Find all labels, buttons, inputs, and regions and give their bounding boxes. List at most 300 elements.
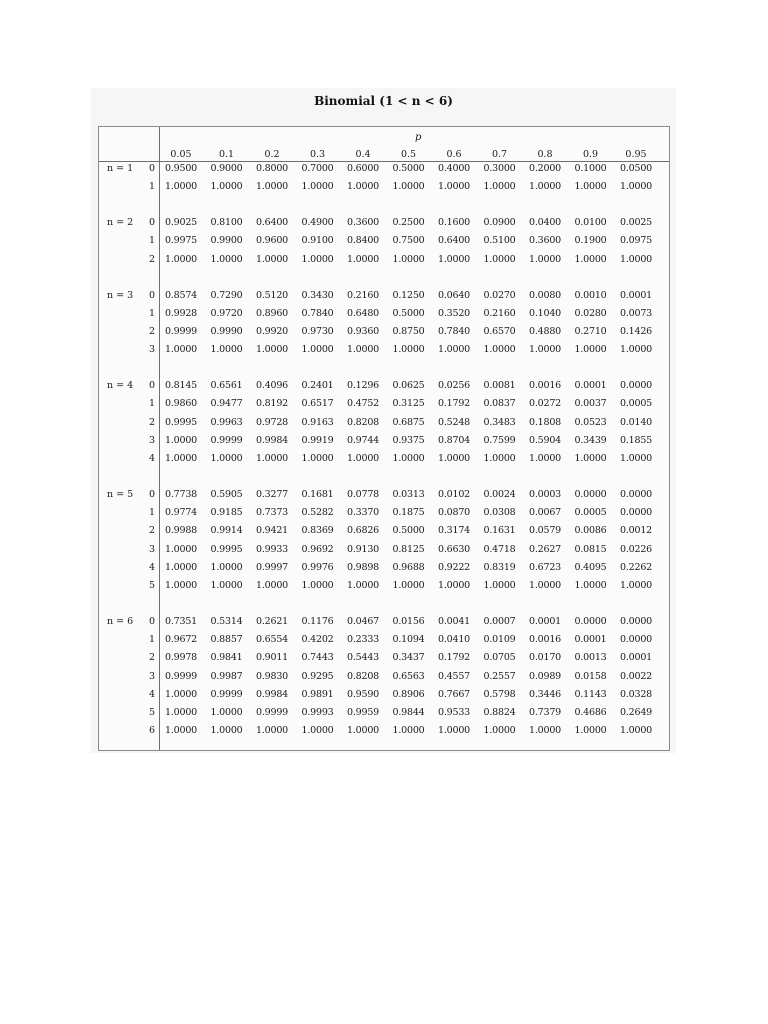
table-cell: 1.0000 <box>619 725 653 737</box>
table-cell: 0.0313 <box>392 489 425 500</box>
table-cell: 0.1176 <box>301 616 334 627</box>
table-cell: 0.2621 <box>255 616 289 627</box>
table-cell: 0.9999 <box>164 326 198 337</box>
table-cell: 1.0000 <box>255 181 289 193</box>
table-cell: 0.9978 <box>164 652 198 664</box>
table-cell: 0.3600 <box>346 217 380 229</box>
table-cell: 0.7443 <box>301 652 334 664</box>
table-cell: 1.0000 <box>528 181 562 193</box>
table-cell: 0.5314 <box>210 616 243 627</box>
table-cell: 0.5120 <box>255 289 289 301</box>
table-cell: 0.9744 <box>346 434 380 446</box>
table-cell: 0.0226 <box>619 543 653 555</box>
table-cell: 0.1900 <box>574 235 607 247</box>
table-cell: 0.0001 <box>619 652 653 664</box>
row-k-label: 4 <box>148 453 156 464</box>
p-symbol: p <box>415 132 422 143</box>
table-cell: 0.6480 <box>346 307 380 319</box>
table-cell: 0.4752 <box>346 398 380 410</box>
table-cell: 0.0025 <box>619 217 653 229</box>
table-cell: 0.6400 <box>255 217 289 229</box>
table-cell: 0.0016 <box>528 634 562 646</box>
table-cell: 0.5000 <box>392 163 425 174</box>
table-cell: 0.5443 <box>346 652 380 664</box>
table-cell: 0.6400 <box>437 235 471 247</box>
table-cell: 0.2557 <box>483 670 516 682</box>
row-k-label: 1 <box>148 181 156 193</box>
table-cell: 0.1808 <box>528 416 562 428</box>
table-cell: 0.9477 <box>210 398 243 410</box>
table-cell: 0.9995 <box>210 543 243 555</box>
table-cell: 0.9988 <box>164 525 198 537</box>
table-cell: 0.2401 <box>301 380 334 392</box>
table-cell: 0.9860 <box>164 398 198 410</box>
table-cell: 0.9533 <box>437 707 471 718</box>
table-cell: 0.7351 <box>164 616 198 627</box>
row-k-label: 2 <box>148 253 156 265</box>
table-cell: 0.9163 <box>301 416 334 428</box>
table-cell: 0.7379 <box>528 707 562 718</box>
row-k-label: 6 <box>148 725 156 737</box>
table-cell: 0.5100 <box>483 235 516 247</box>
table-cell: 0.0640 <box>437 289 471 301</box>
row-k-label: 4 <box>148 561 156 573</box>
table-cell: 0.9000 <box>210 163 243 174</box>
table-cell: 0.8369 <box>301 525 334 537</box>
table-cell: 0.3174 <box>437 525 471 537</box>
table-cell: 0.5798 <box>483 688 516 700</box>
table-cell: 0.0007 <box>483 616 516 627</box>
table-cell: 1.0000 <box>210 253 243 265</box>
table-cell: 1.0000 <box>210 580 243 591</box>
table-cell: 0.0005 <box>619 398 653 410</box>
table-cell: 1.0000 <box>346 344 380 356</box>
table-cell: 0.1040 <box>528 307 562 319</box>
table-cell: 1.0000 <box>164 561 198 573</box>
table-cell: 0.0081 <box>483 380 516 392</box>
table-cell: 0.0778 <box>346 489 380 500</box>
table-cell: 0.9730 <box>301 326 334 337</box>
table-cell: 0.4000 <box>437 163 471 174</box>
table-cell: 0.4095 <box>574 561 607 573</box>
table-cell: 0.0109 <box>483 634 516 646</box>
table-cell: 1.0000 <box>619 580 653 591</box>
group-n-label: n = 3 <box>107 289 134 301</box>
table-cell: 0.8100 <box>210 217 243 229</box>
group-n-label: n = 1 <box>107 163 134 174</box>
table-cell: 0.0000 <box>574 489 607 500</box>
row-k-label: 0 <box>148 163 156 174</box>
table-cell: 1.0000 <box>346 725 380 737</box>
table-cell: 0.8750 <box>392 326 425 337</box>
table-cell: 1.0000 <box>483 181 516 193</box>
table-cell: 1.0000 <box>164 543 198 555</box>
table-cell: 0.4557 <box>437 670 471 682</box>
table-cell: 0.3437 <box>392 652 425 664</box>
table-cell: 1.0000 <box>301 580 334 591</box>
table-cell: 0.4202 <box>301 634 334 646</box>
table-cell: 0.8400 <box>346 235 380 247</box>
p-header-cell: 0.95 <box>625 149 647 160</box>
table-cell: 0.7599 <box>483 434 516 446</box>
table-cell: 0.1296 <box>346 380 380 392</box>
table-cell: 0.8192 <box>255 398 289 410</box>
table-cell: 0.3125 <box>392 398 425 410</box>
table-cell: 0.9130 <box>346 543 380 555</box>
table-cell: 0.0100 <box>574 217 607 229</box>
table-cell: 0.9919 <box>301 434 334 446</box>
table-cell: 0.8704 <box>437 434 471 446</box>
table-cell: 0.0080 <box>528 289 562 301</box>
p-header-cell: 0.3 <box>309 149 326 160</box>
table-cell: 0.9975 <box>164 235 198 247</box>
p-header-cell: 0.05 <box>170 149 192 160</box>
table-cell: 0.8145 <box>164 380 198 392</box>
row-k-label: 5 <box>148 707 156 718</box>
table-cell: 1.0000 <box>392 344 425 356</box>
table-cell: 0.0067 <box>528 507 562 519</box>
table-cell: 0.2333 <box>346 634 380 646</box>
table-cell: 0.0000 <box>574 616 607 627</box>
table-cell: 0.0579 <box>528 525 562 537</box>
table-cell: 0.0010 <box>574 289 607 301</box>
table-cell: 1.0000 <box>483 580 516 591</box>
row-k-label: 0 <box>148 217 156 229</box>
table-cell: 1.0000 <box>392 181 425 193</box>
row-k-label: 4 <box>148 688 156 700</box>
table-cell: 1.0000 <box>346 453 380 464</box>
binomial-table <box>98 126 670 751</box>
table-cell: 0.3370 <box>346 507 380 519</box>
table-cell: 0.0410 <box>437 634 471 646</box>
row-k-label: 2 <box>148 326 156 337</box>
table-cell: 0.5904 <box>528 434 562 446</box>
table-cell: 1.0000 <box>255 725 289 737</box>
table-cell: 1.0000 <box>619 253 653 265</box>
p-header-cell: 0.4 <box>355 149 371 160</box>
table-cell: 0.8000 <box>255 163 289 174</box>
table-cell: 0.6561 <box>210 380 243 392</box>
table-cell: 0.6517 <box>301 398 334 410</box>
table-cell: 0.9600 <box>255 235 289 247</box>
table-cell: 0.0270 <box>483 289 516 301</box>
table-cell: 0.7738 <box>164 489 198 500</box>
table-cell: 0.3277 <box>255 489 289 500</box>
table-cell: 0.0467 <box>346 616 380 627</box>
row-k-label: 1 <box>148 235 156 247</box>
table-cell: 1.0000 <box>164 453 198 464</box>
table-cell: 1.0000 <box>392 453 425 464</box>
table-cell: 1.0000 <box>164 580 198 591</box>
table-cell: 0.0005 <box>574 507 607 519</box>
row-k-label: 2 <box>148 652 156 664</box>
row-k-label: 3 <box>148 434 156 446</box>
row-k-label: 0 <box>148 616 156 627</box>
table-cell: 1.0000 <box>483 253 516 265</box>
table-cell: 0.9984 <box>255 434 289 446</box>
table-cell: 1.0000 <box>346 181 380 193</box>
group-n-label: n = 6 <box>107 616 134 627</box>
table-cell: 0.9928 <box>164 307 198 319</box>
table-cell: 0.9990 <box>210 326 243 337</box>
table-cell: 0.1855 <box>619 434 653 446</box>
table-cell: 0.9933 <box>255 543 289 555</box>
table-cell: 0.9100 <box>301 235 334 247</box>
table-cell: 1.0000 <box>255 580 289 591</box>
table-cell: 0.8857 <box>210 634 243 646</box>
row-k-label: 3 <box>148 670 156 682</box>
table-cell: 0.7290 <box>210 289 243 301</box>
table-cell: 0.3000 <box>483 163 516 174</box>
table-cell: 0.6630 <box>437 543 471 555</box>
table-sheet <box>91 88 676 753</box>
table-cell: 0.7840 <box>301 307 334 319</box>
table-cell: 0.6875 <box>392 416 425 428</box>
table-cell: 1.0000 <box>164 181 198 193</box>
table-cell: 0.0000 <box>619 616 653 627</box>
table-cell: 0.0280 <box>574 307 607 319</box>
table-cell: 0.9976 <box>301 561 334 573</box>
table-cell: 0.3520 <box>437 307 471 319</box>
table-cell: 0.8824 <box>483 707 516 718</box>
table-cell: 0.2160 <box>346 289 380 301</box>
table-cell: 0.0013 <box>574 652 607 664</box>
table-cell: 0.0102 <box>437 489 471 500</box>
table-cell: 0.1000 <box>574 163 607 174</box>
table-cell: 0.7500 <box>392 235 425 247</box>
table-cell: 1.0000 <box>437 181 471 193</box>
table-cell: 0.6826 <box>346 525 380 537</box>
row-k-label: 2 <box>148 416 156 428</box>
table-cell: 1.0000 <box>574 253 607 265</box>
table-cell: 0.9999 <box>255 707 289 718</box>
table-cell: 0.1143 <box>574 688 607 700</box>
table-cell: 0.0975 <box>619 235 653 247</box>
table-cell: 1.0000 <box>255 453 289 464</box>
table-cell: 0.0156 <box>392 616 425 627</box>
table-cell: 1.0000 <box>483 453 516 464</box>
table-cell: 0.7667 <box>437 688 471 700</box>
table-cell: 0.4718 <box>483 543 516 555</box>
table-cell: 0.5905 <box>210 489 243 500</box>
table-cell: 0.7000 <box>301 163 334 174</box>
table-cell: 0.8319 <box>483 561 516 573</box>
table-cell: 0.1426 <box>619 326 653 337</box>
table-cell: 0.1681 <box>301 489 334 500</box>
table-cell: 1.0000 <box>483 725 516 737</box>
table-cell: 0.0000 <box>619 380 653 392</box>
table-cell: 0.8208 <box>346 416 380 428</box>
row-k-label: 3 <box>148 344 156 356</box>
table-cell: 0.2710 <box>574 326 607 337</box>
table-cell: 0.6000 <box>346 163 380 174</box>
table-title: Binomial (1 < n < 6) <box>314 94 453 108</box>
table-cell: 0.4096 <box>255 380 289 392</box>
group-n-label: n = 2 <box>107 217 134 229</box>
table-cell: 1.0000 <box>301 253 334 265</box>
table-cell: 0.3446 <box>528 688 562 700</box>
table-cell: 0.2000 <box>528 163 562 174</box>
table-cell: 1.0000 <box>528 253 562 265</box>
table-cell: 0.5282 <box>301 507 334 519</box>
table-cell: 0.0073 <box>619 307 653 319</box>
table-cell: 0.1792 <box>437 398 471 410</box>
table-cell: 1.0000 <box>346 580 380 591</box>
p-header-cell: 0.1 <box>218 149 235 160</box>
table-cell: 0.8208 <box>346 670 380 682</box>
table-cell: 1.0000 <box>301 344 334 356</box>
table-cell: 1.0000 <box>619 453 653 464</box>
table-cell: 1.0000 <box>301 725 334 737</box>
table-cell: 0.9900 <box>210 235 243 247</box>
p-header-cell: 0.6 <box>446 149 462 160</box>
table-cell: 0.0272 <box>528 398 562 410</box>
table-cell: 0.9920 <box>255 326 289 337</box>
table-cell: 0.9728 <box>255 416 289 428</box>
table-cell: 0.0837 <box>483 398 516 410</box>
table-cell: 1.0000 <box>301 181 334 193</box>
table-cell: 0.8125 <box>392 543 425 555</box>
table-cell: 0.0001 <box>619 289 653 301</box>
table-cell: 0.8574 <box>164 289 198 301</box>
table-cell: 0.0705 <box>483 652 516 664</box>
table-cell: 1.0000 <box>528 580 562 591</box>
table-cell: 0.0001 <box>528 616 562 627</box>
table-cell: 0.9987 <box>210 670 243 682</box>
table-cell: 0.6563 <box>392 670 425 682</box>
table-cell: 1.0000 <box>437 344 471 356</box>
p-header-cell: 0.9 <box>582 149 599 160</box>
table-cell: 0.0086 <box>574 525 607 537</box>
table-cell: 0.0001 <box>574 380 607 392</box>
table-cell: 0.9185 <box>210 507 243 519</box>
table-cell: 0.9830 <box>255 670 289 682</box>
table-cell: 0.0001 <box>574 634 607 646</box>
table-cell: 0.5000 <box>392 307 425 319</box>
table-cell: 0.0170 <box>528 652 562 664</box>
table-cell: 0.9295 <box>301 670 334 682</box>
table-cell: 0.0523 <box>574 416 607 428</box>
p-header-cell: 0.8 <box>537 149 553 160</box>
table-cell: 0.0815 <box>574 543 607 555</box>
p-header-cell: 0.7 <box>491 149 508 160</box>
table-cell: 0.9914 <box>210 525 243 537</box>
table-cell: 0.1875 <box>392 507 425 519</box>
table-cell: 1.0000 <box>619 344 653 356</box>
table-cell: 1.0000 <box>574 725 607 737</box>
table-cell: 1.0000 <box>210 561 243 573</box>
row-k-label: 1 <box>148 634 156 646</box>
table-cell: 1.0000 <box>210 707 243 718</box>
table-cell: 0.9688 <box>392 561 425 573</box>
row-k-label: 5 <box>148 580 156 591</box>
table-cell: 0.9421 <box>255 525 289 537</box>
table-cell: 0.9995 <box>164 416 198 428</box>
table-cell: 0.4880 <box>528 326 562 337</box>
table-cell: 1.0000 <box>574 344 607 356</box>
table-cell: 0.2500 <box>392 217 425 229</box>
table-cell: 0.0308 <box>483 507 516 519</box>
table-cell: 0.7373 <box>255 507 289 519</box>
table-cell: 1.0000 <box>619 181 653 193</box>
table-cell: 0.0256 <box>437 380 471 392</box>
table-cell: 0.9025 <box>164 217 198 229</box>
table-cell: 0.9672 <box>164 634 198 646</box>
table-cell: 0.1094 <box>392 634 425 646</box>
table-cell: 0.0000 <box>619 507 653 519</box>
table-cell: 1.0000 <box>392 725 425 737</box>
table-cell: 0.3483 <box>483 416 516 428</box>
table-cell: 0.9963 <box>210 416 243 428</box>
table-cell: 1.0000 <box>437 725 471 737</box>
table-cell: 0.9999 <box>210 688 243 700</box>
table-cell: 0.5000 <box>392 525 425 537</box>
table-cell: 0.0037 <box>574 398 607 410</box>
table-cell: 0.0003 <box>528 489 562 500</box>
row-k-label: 0 <box>148 380 156 392</box>
table-cell: 0.7840 <box>437 326 471 337</box>
table-cell: 0.9360 <box>346 326 380 337</box>
table-cell: 0.9692 <box>301 543 334 555</box>
table-cell: 1.0000 <box>574 181 607 193</box>
group-n-label: n = 5 <box>107 489 134 500</box>
table-cell: 1.0000 <box>164 707 198 718</box>
table-cell: 0.3600 <box>528 235 562 247</box>
table-cell: 1.0000 <box>164 344 198 356</box>
table-cell: 0.0024 <box>483 489 516 500</box>
table-cell: 0.6570 <box>483 326 516 337</box>
table-cell: 0.0500 <box>619 163 653 174</box>
table-cell: 1.0000 <box>437 453 471 464</box>
row-k-label: 1 <box>148 307 156 319</box>
table-cell: 0.9898 <box>346 561 380 573</box>
row-k-label: 1 <box>148 398 156 410</box>
table-cell: 0.8960 <box>255 307 289 319</box>
group-n-label: n = 4 <box>107 380 134 392</box>
table-cell: 0.9844 <box>392 707 425 718</box>
row-k-label: 0 <box>148 489 156 500</box>
table-cell: 0.0000 <box>619 634 653 646</box>
table-cell: 0.9999 <box>164 670 198 682</box>
table-cell: 1.0000 <box>346 253 380 265</box>
table-cell: 0.0022 <box>619 670 653 682</box>
table-cell: 1.0000 <box>392 580 425 591</box>
table-cell: 0.3430 <box>301 289 334 301</box>
table-cell: 0.4686 <box>574 707 607 718</box>
table-cell: 0.9841 <box>210 652 243 664</box>
table-cell: 1.0000 <box>164 253 198 265</box>
table-cell: 1.0000 <box>574 580 607 591</box>
table-cell: 0.2627 <box>528 543 562 555</box>
table-cell: 0.0012 <box>619 525 653 537</box>
table-cell: 1.0000 <box>483 344 516 356</box>
table-cell: 0.9375 <box>392 434 425 446</box>
p-header-cell: 0.2 <box>264 149 280 160</box>
table-cell: 0.1792 <box>437 652 471 664</box>
table-cell: 0.2649 <box>619 707 653 718</box>
table-cell: 1.0000 <box>164 725 198 737</box>
table-cell: 1.0000 <box>210 725 243 737</box>
table-cell: 1.0000 <box>392 253 425 265</box>
row-k-label: 1 <box>148 507 156 519</box>
table-cell: 1.0000 <box>437 253 471 265</box>
table-cell: 0.9984 <box>255 688 289 700</box>
table-cell: 1.0000 <box>164 434 198 446</box>
table-cell: 0.0625 <box>392 380 425 392</box>
table-cell: 0.9891 <box>301 688 334 700</box>
table-cell: 0.5248 <box>437 416 471 428</box>
table-cell: 1.0000 <box>255 253 289 265</box>
